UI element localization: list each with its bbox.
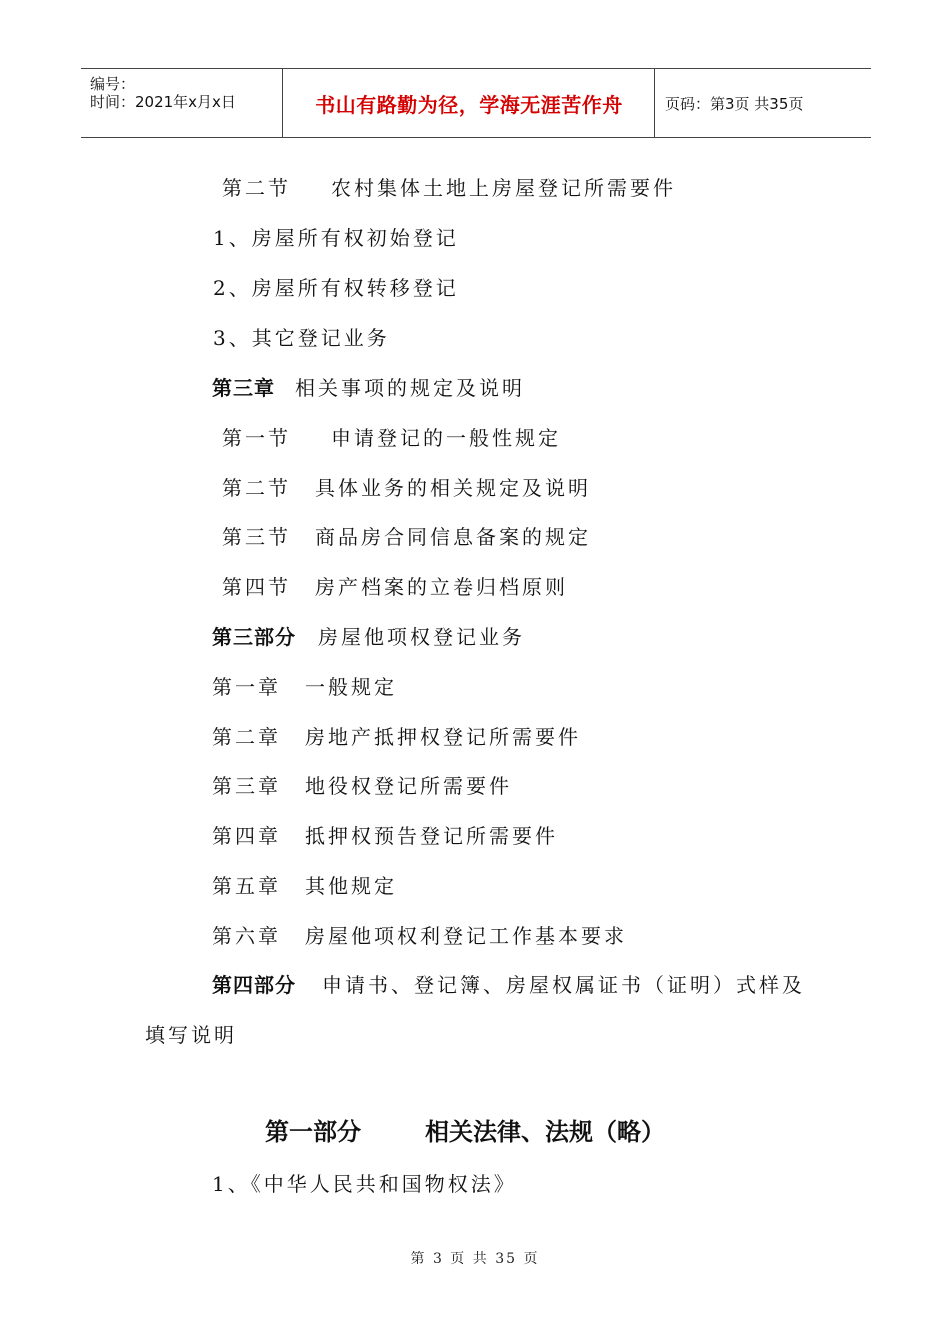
- toc-title: 房屋他项权利登记工作基本要求: [305, 924, 627, 948]
- toc-line: [212, 969, 805, 998]
- toc-line: [212, 870, 397, 899]
- toc-title: 申请登记的一般性规定: [331, 426, 561, 450]
- toc-line: [212, 920, 627, 949]
- list-item-text: 1、《中华人民共和国物权法》: [212, 1172, 517, 1196]
- toc-line: [145, 1019, 237, 1048]
- header-motto-cell: [283, 69, 655, 137]
- toc-title: 房产档案的立卷归档原则: [315, 575, 568, 599]
- toc-line: [222, 521, 591, 550]
- toc-line: [212, 621, 525, 650]
- toc-title: 申请书、登记簿、房屋权属证书（证明）式样及: [322, 973, 805, 997]
- document-number-label: 编号：: [90, 75, 136, 93]
- toc-number: 第五章: [212, 874, 281, 898]
- header-info-cell: [81, 69, 283, 137]
- toc-line: [213, 222, 459, 251]
- toc-line: [222, 571, 568, 600]
- toc-title: 一般规定: [305, 675, 397, 699]
- section-heading: [265, 1112, 665, 1147]
- page-footer: 第 3 页 共 35 页: [410, 1251, 540, 1267]
- toc-number: 第四章: [212, 824, 281, 848]
- toc-line: [213, 272, 459, 301]
- toc-title: 抵押权预告登记所需要件: [305, 824, 558, 848]
- toc-title: 商品房合同信息备案的规定: [315, 525, 591, 549]
- toc-number: 第一章: [212, 675, 281, 699]
- list-item: [212, 1168, 517, 1197]
- toc-title: 填写说明: [145, 1023, 237, 1047]
- toc-line: [222, 422, 561, 451]
- toc-line: [212, 372, 525, 401]
- page-header: [81, 68, 871, 138]
- toc-number: 第三节: [222, 525, 291, 549]
- toc-number: 第四节: [222, 575, 291, 599]
- section-title: 相关法律、法规（略）: [425, 1118, 665, 1146]
- toc-number: 第三章: [212, 376, 275, 400]
- toc-line: [212, 671, 397, 700]
- toc-title: 具体业务的相关规定及说明: [315, 476, 591, 500]
- motto-text: 书山有路勤为径，学海无涯苦作舟: [315, 93, 623, 117]
- toc-number: 第三部分: [212, 625, 296, 649]
- toc-line: [212, 770, 512, 799]
- toc-line: [212, 820, 558, 849]
- toc-number: 第二章: [212, 725, 281, 749]
- toc-title: 房屋他项权登记业务: [318, 625, 525, 649]
- toc-number: 第一节: [222, 426, 291, 450]
- toc-number: 第二节: [222, 176, 291, 200]
- toc-title: 相关事项的规定及说明: [295, 376, 525, 400]
- toc-line: [222, 172, 676, 201]
- document-date-label: 时间：2021年x月x日: [90, 93, 236, 111]
- toc-number: 第三章: [212, 774, 281, 798]
- section-part: 第一部分: [265, 1118, 361, 1146]
- toc-number: 第六章: [212, 924, 281, 948]
- page-number-label: 页码：第3页 共35页: [665, 95, 804, 113]
- toc-number: 第四部分: [212, 973, 296, 997]
- toc-title: 1、房屋所有权初始登记: [213, 226, 459, 250]
- toc-title: 地役权登记所需要件: [305, 774, 512, 798]
- toc-line: [213, 322, 390, 351]
- toc-number: 第二节: [222, 476, 291, 500]
- toc-title: 3、其它登记业务: [213, 326, 390, 350]
- toc-line: [212, 721, 581, 750]
- toc-title: 其他规定: [305, 874, 397, 898]
- toc-title: 农村集体土地上房屋登记所需要件: [331, 176, 676, 200]
- toc-title: 房地产抵押权登记所需要件: [305, 725, 581, 749]
- toc-title: 2、房屋所有权转移登记: [213, 276, 459, 300]
- header-page-cell: [655, 69, 871, 137]
- toc-line: [222, 472, 591, 501]
